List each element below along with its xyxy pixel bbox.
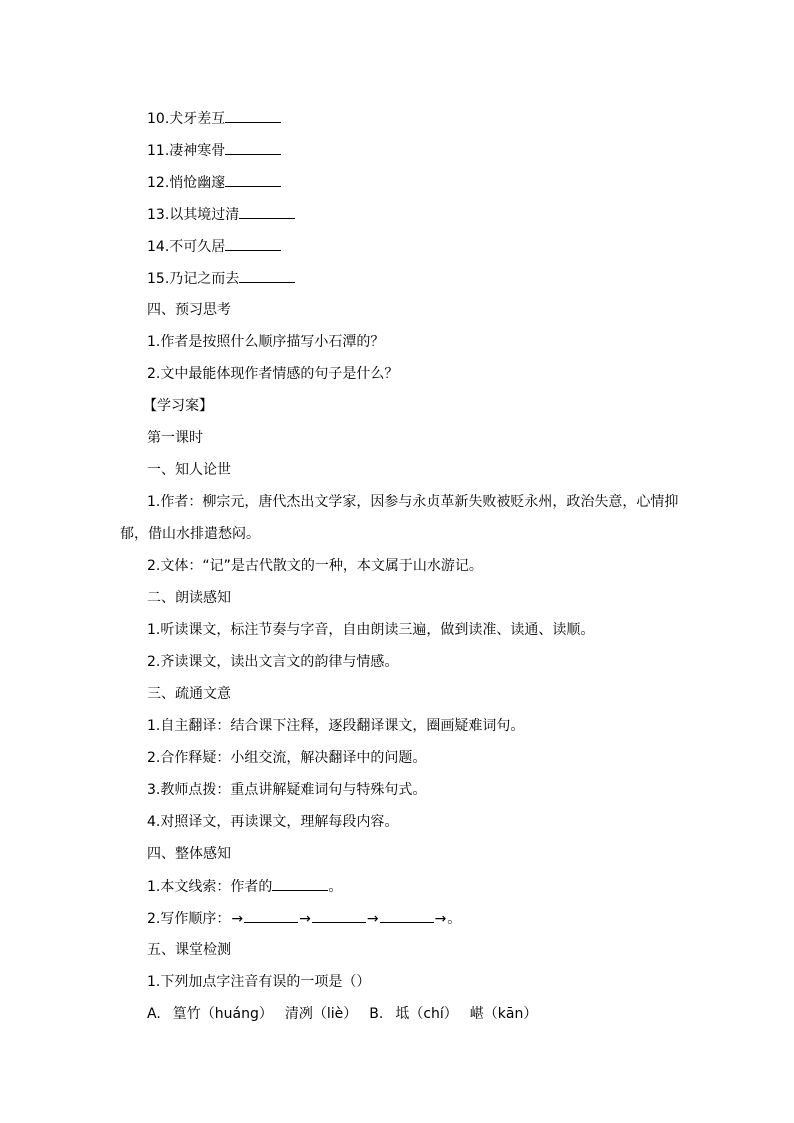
vocab-item	[147, 140, 281, 161]
section-heading: 五、课堂检测	[147, 942, 231, 958]
study-title: 【学习案】	[143, 398, 213, 414]
option-term: 嵁（kān）	[469, 1006, 538, 1022]
prompt-text: 1.本文线索：作者的	[147, 879, 273, 895]
arrow-icon: →	[366, 911, 379, 927]
answer-blank[interactable]	[272, 876, 328, 891]
vocab-term: 13.以其境过清	[147, 207, 240, 223]
option-term: 坻（chí）	[395, 1006, 458, 1022]
answer-blank[interactable]	[225, 108, 281, 123]
paragraph-text: 4.对照译文，再读课文，理解每段内容。	[147, 814, 399, 830]
vocab-term: 10.犬牙差互	[147, 111, 226, 127]
vocab-item	[147, 236, 281, 257]
answer-blank[interactable]	[239, 204, 295, 219]
vocab-term: 15.乃记之而去	[147, 271, 240, 287]
paragraph-text: 1.自主翻译：结合课下注释，逐段翻译课文，圈画疑难词句。	[147, 718, 525, 734]
option-term: 清冽（liè）	[284, 1006, 358, 1022]
section-heading: 四、预习思考	[147, 302, 231, 318]
arrow-icon: →	[299, 911, 311, 927]
vocab-term: 11.凄神寒骨	[147, 143, 226, 159]
paragraph-text: 3.教师点拨：重点讲解疑难词句与特殊句式。	[147, 782, 427, 798]
vocab-item	[147, 268, 295, 289]
prompt-text: 2.写作顺序：	[147, 911, 231, 927]
paragraph-text: 2.齐读课文，读出文言文的韵律与情感。	[147, 654, 399, 670]
arrow-icon: →	[231, 911, 244, 927]
vocab-item	[147, 172, 281, 193]
vocab-item	[147, 108, 281, 129]
answer-blank[interactable]	[239, 268, 295, 283]
fill-in-line	[147, 908, 461, 929]
question-text: 1.作者是按照什么顺序描写小石潭的？	[147, 334, 385, 350]
question-text: 2.文中最能体现作者情感的句子是什么？	[147, 366, 399, 382]
section-heading: 三、疏通文意	[147, 686, 231, 702]
paragraph-text: 2.文体：“记”是古代散文的一种，本文属于山水游记。	[147, 558, 483, 574]
answer-blank[interactable]	[225, 172, 281, 187]
answer-blank[interactable]	[312, 908, 366, 923]
option-line	[147, 1004, 537, 1024]
paragraph-text: 1.作者：柳宗元，唐代杰出文学家，因参与永贞革新失败被贬永州，政治失意，心情抑	[147, 494, 679, 510]
section-heading: 二、朗读感知	[147, 590, 231, 606]
punctuation: 。	[328, 879, 343, 895]
section-heading: 四、整体感知	[147, 846, 231, 862]
option-term: 篁竹（huáng）	[172, 1006, 273, 1022]
answer-blank[interactable]	[244, 908, 298, 923]
arrow-icon: →	[434, 911, 447, 927]
vocab-term: 12.悄怆幽邃	[147, 175, 226, 191]
vocab-item	[147, 204, 295, 225]
question-text: 1.下列加点字注音有误的一项是（）	[147, 974, 371, 990]
paragraph-text: 2.合作释疑：小组交流，解决翻译中的问题。	[147, 750, 427, 766]
lesson-title: 第一课时	[147, 430, 203, 446]
paragraph-text: 1.听读课文，标注节奏与字音，自由朗读三遍，做到读准、读通、读顺。	[147, 622, 595, 638]
section-heading: 一、知人论世	[147, 462, 231, 478]
answer-blank[interactable]	[380, 908, 434, 923]
paragraph-text: 郁，借山水排遣愁闷。	[120, 526, 260, 542]
option-label-b: B.	[369, 1006, 384, 1022]
vocab-term: 14.不可久居	[147, 239, 226, 255]
option-label-a: A.	[147, 1006, 161, 1022]
answer-blank[interactable]	[225, 140, 281, 155]
answer-blank[interactable]	[225, 236, 281, 251]
fill-in-line	[147, 876, 342, 897]
punctuation: 。	[447, 911, 462, 927]
